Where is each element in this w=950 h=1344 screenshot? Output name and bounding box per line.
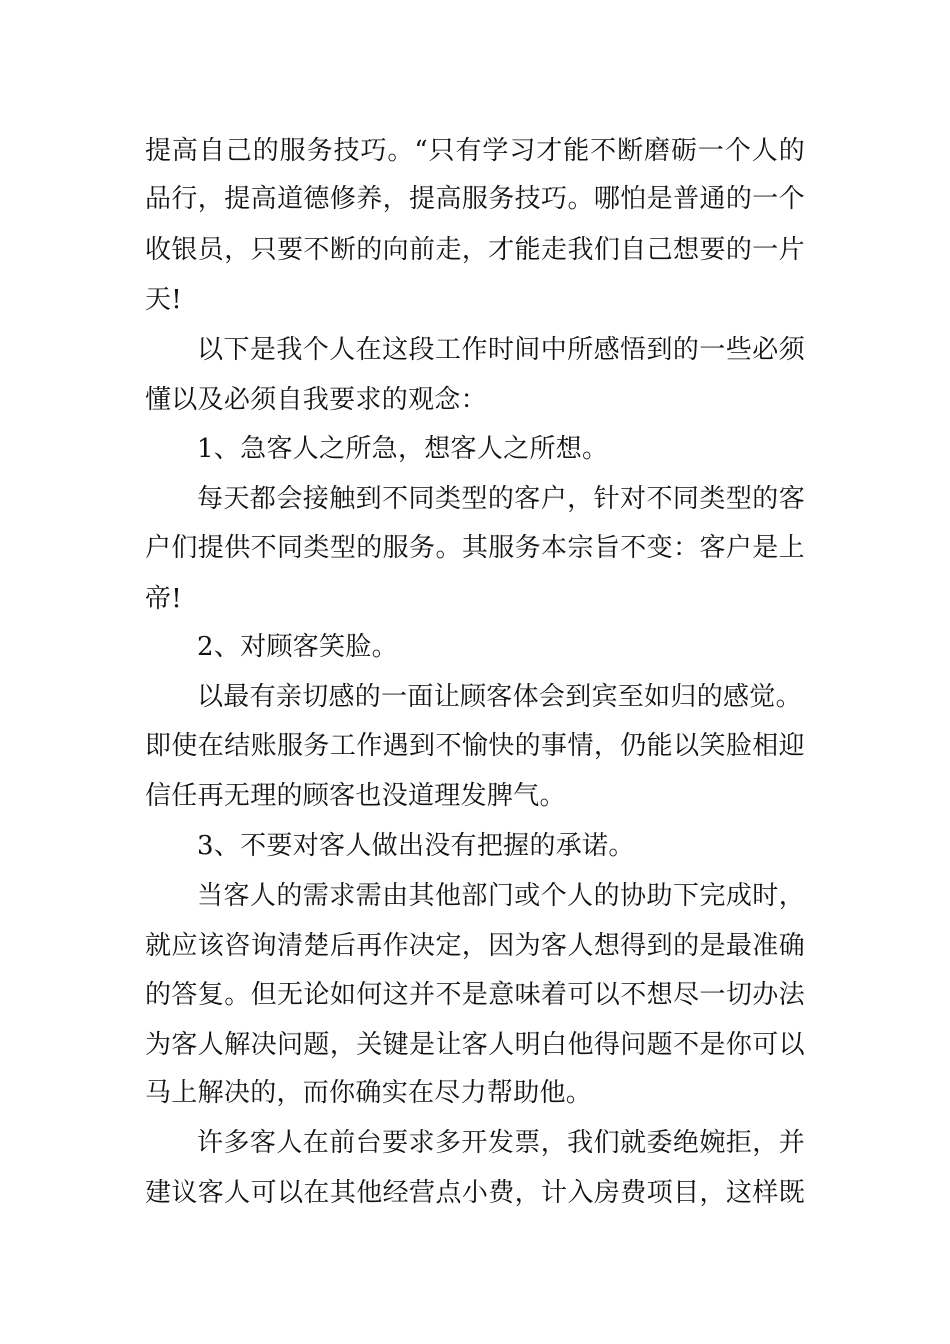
list-heading: 2、对顾客笑脸。	[197, 632, 398, 662]
text-line: 懂以及必须自我要求的观念：	[145, 385, 487, 415]
text-line: 以下是我个人在这段工作时间中所感悟到的一些必须	[197, 335, 805, 365]
list-heading: 3、不要对客人做出没有把握的承诺。	[197, 831, 635, 861]
text-line: 为客人解决问题，关键是让客人明白他得问题不是你可以	[145, 1030, 805, 1060]
text-line: 提高自己的服务技巧。“只有学习才能不断磨砺一个人的	[145, 136, 805, 166]
text-line: 当客人的需求需由其他部门或个人的协助下完成时，	[197, 881, 805, 911]
text-line: 每天都会接触到不同类型的客户，针对不同类型的客	[197, 484, 805, 514]
text-line: 马上解决的，而你确实在尽力帮助他。	[145, 1078, 593, 1108]
text-line: 以最有亲切感的一面让顾客体会到宾至如归的感觉。	[197, 682, 802, 712]
text-line: 户们提供不同类型的服务。其服务本宗旨不变：客户是上	[145, 533, 805, 563]
text-line: 信任再无理的顾客也没道理发脾气。	[145, 781, 566, 811]
text-line: 许多客人在前台要求多开发票，我们就委绝婉拒，并	[197, 1128, 805, 1158]
text-line: 天!	[145, 285, 183, 315]
text-line: 品行，提高道德修养，提高服务技巧。哪怕是普通的一个	[145, 184, 805, 214]
text-line: 的答复。但无论如何这并不是意味着可以不想尽一切办法	[145, 980, 805, 1010]
text-line: 帝!	[145, 584, 183, 614]
text-line: 就应该咨询清楚后再作决定，因为客人想得到的是最准确	[145, 931, 805, 961]
list-heading: 1、急客人之所急，想客人之所想。	[197, 434, 609, 464]
text-line: 建议客人可以在其他经营点小费，计入房费项目，这样既	[145, 1178, 805, 1208]
text-line: 即使在结账服务工作遇到不愉快的事情，仍能以笑脸相迎	[145, 731, 805, 761]
text-line: 收银员，只要不断的向前走，才能走我们自己想要的一片	[145, 235, 805, 265]
